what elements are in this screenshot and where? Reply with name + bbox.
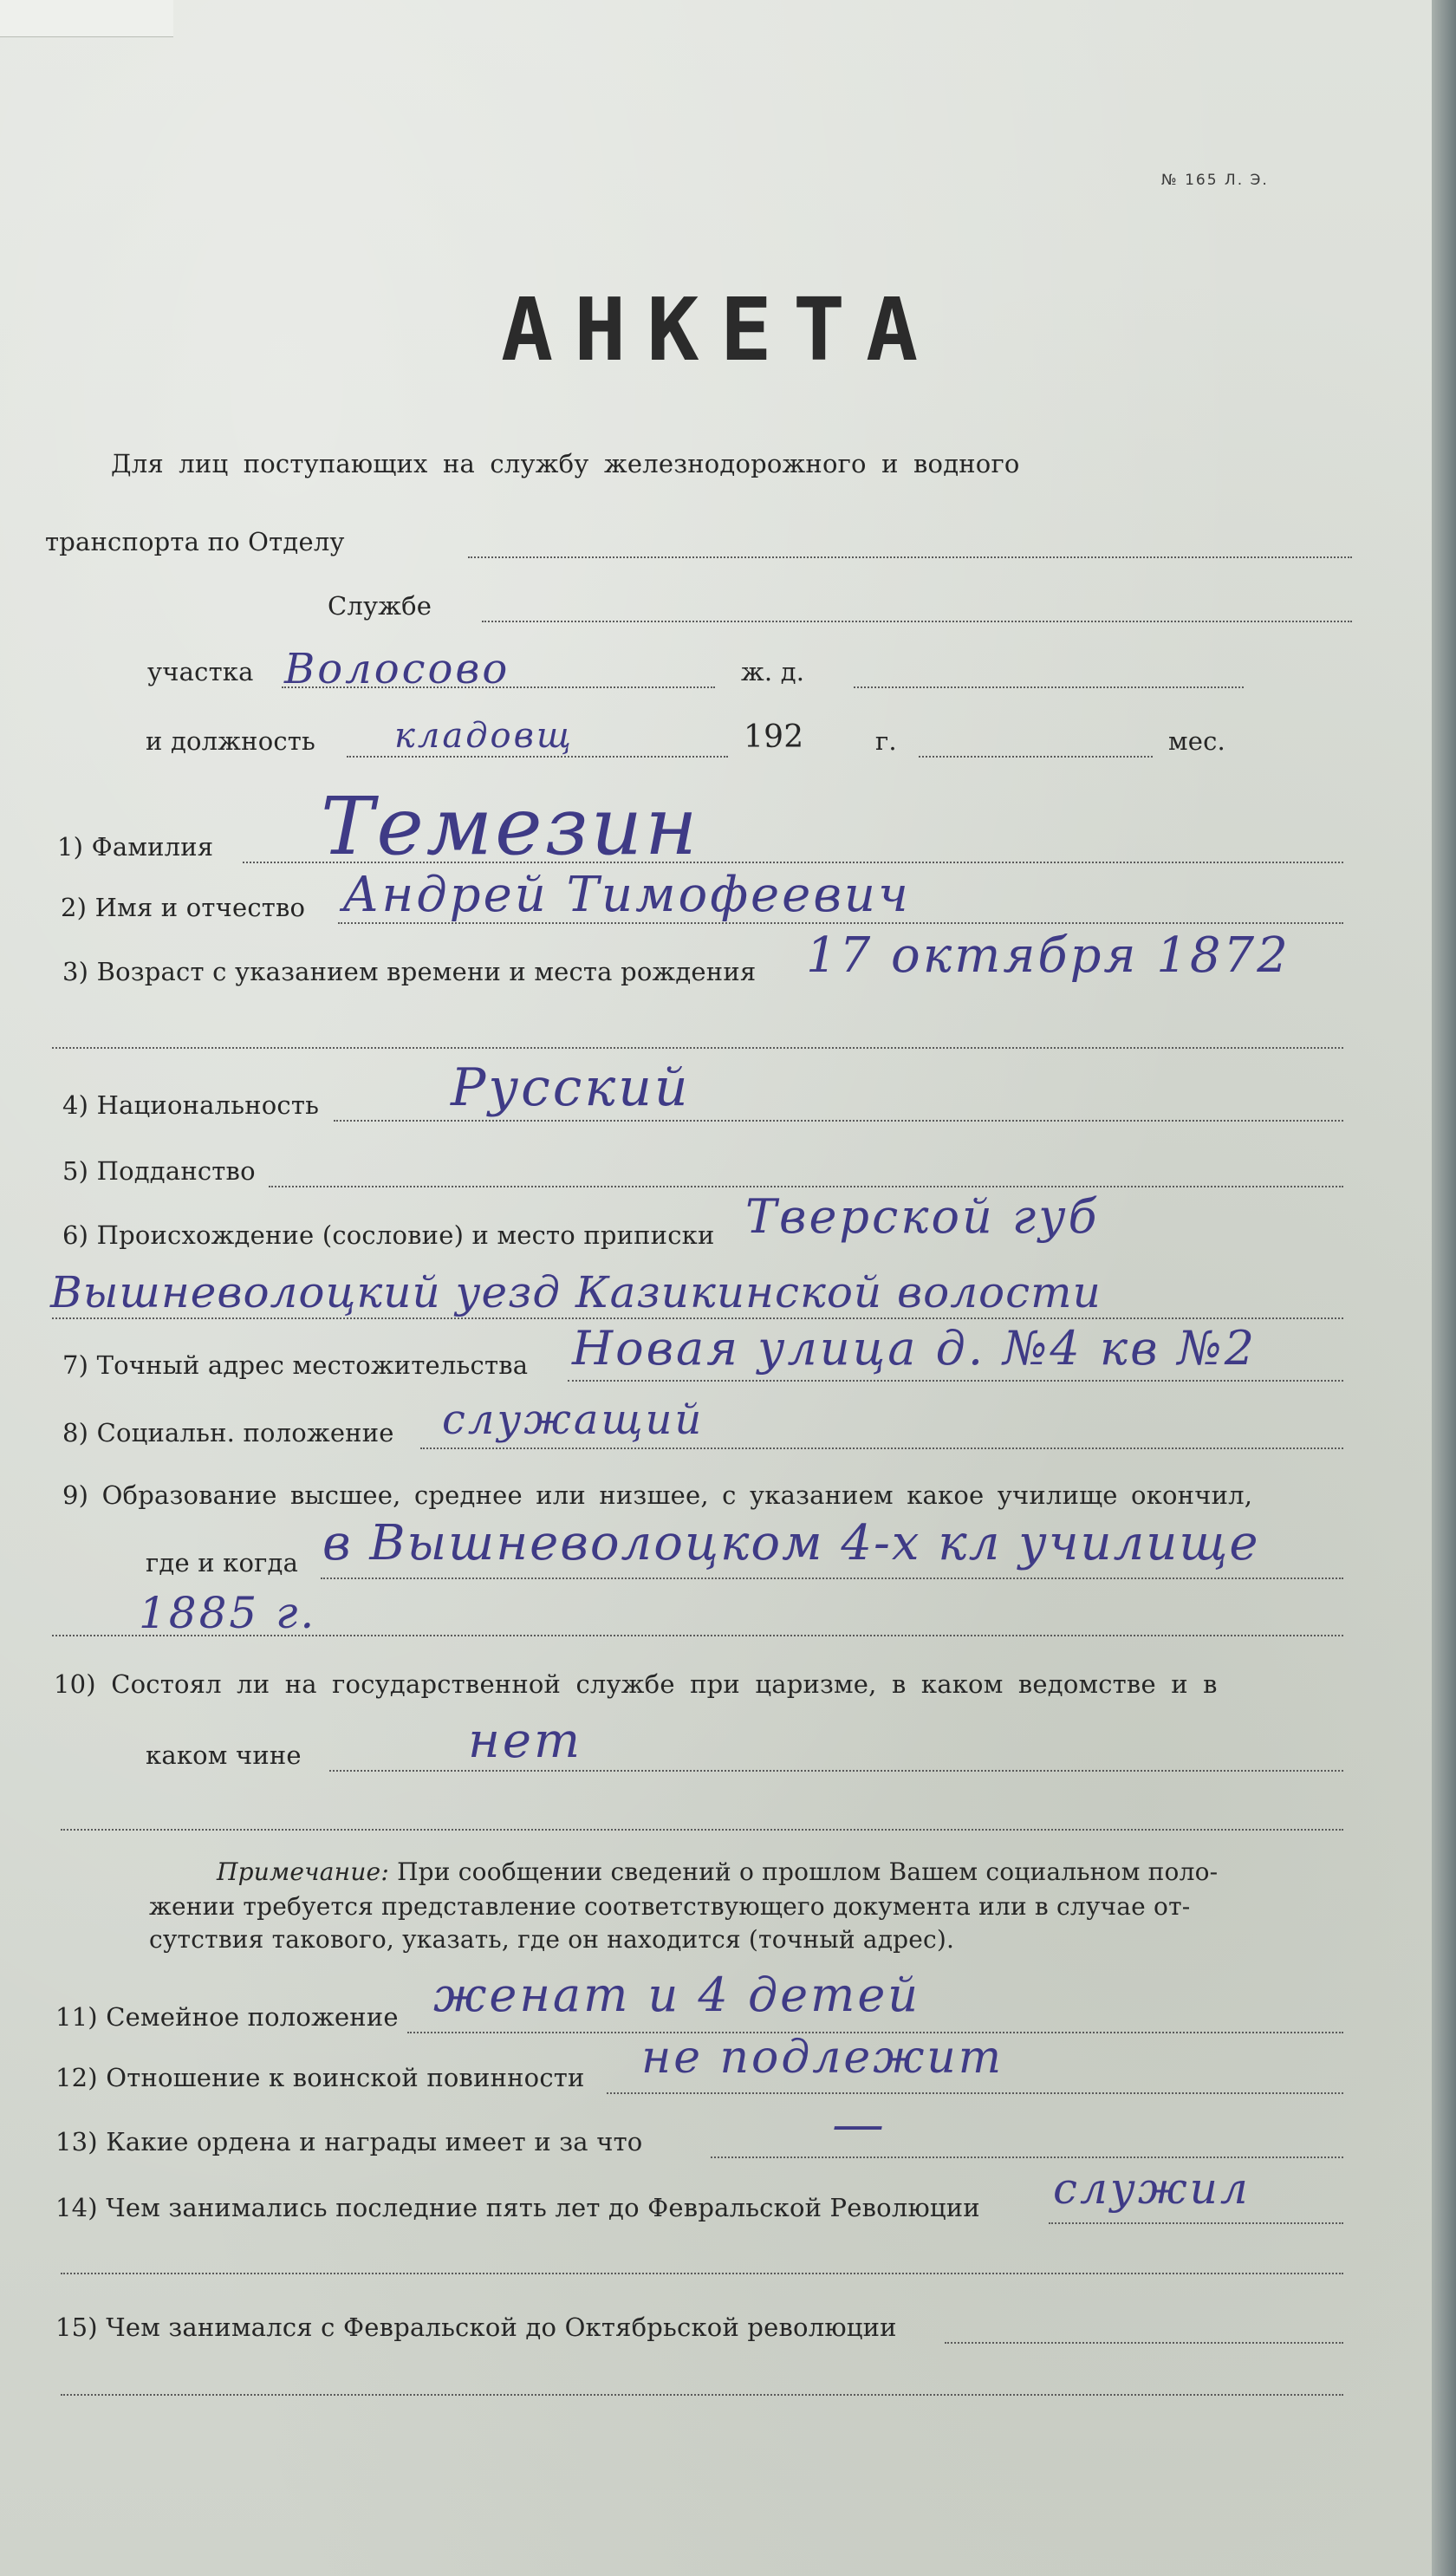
- intro-g-label: г.: [875, 726, 897, 756]
- q2-label: 2) Имя и отчество: [61, 893, 306, 922]
- hw-military: не подлежит: [641, 2032, 1004, 2084]
- month-fill-line[interactable]: [919, 756, 1153, 758]
- note-line-3: сутствия такового, указать, где он находится (точный адрес).: [149, 1925, 955, 1954]
- intro-section-label: участка: [147, 657, 254, 686]
- hw-surname: Темезин: [321, 780, 700, 873]
- hw-awards: —: [832, 2094, 887, 2155]
- q10-label-rank: каком чине: [146, 1740, 302, 1770]
- hw-education-1: в Вышневолоцком 4-х кл училище: [322, 1515, 1260, 1571]
- hw-section: Волосово: [284, 645, 510, 693]
- service-fill-line[interactable]: [482, 621, 1352, 622]
- note-text-1: При сообщении сведений о прошлом Вашем социальном поло-: [397, 1857, 1219, 1886]
- q10-fill-line-1[interactable]: [329, 1770, 1343, 1772]
- sheet-edge: [1432, 0, 1456, 2576]
- note-label: Примечание:: [217, 1857, 389, 1886]
- q6-label: 6) Происхождение (сословие) и место приписки: [62, 1220, 715, 1250]
- hw-birth: 17 октября 1872: [806, 927, 1290, 984]
- q8-label: 8) Социальн. положение: [62, 1418, 394, 1447]
- q9-fill-line-1[interactable]: [321, 1577, 1343, 1579]
- q10-label: 10) Состоял ли на государственной службе при царизме, в каком ведомстве и в: [54, 1669, 1218, 1699]
- q14-label: 14) Чем занимались последние пять лет до Февральской Революции: [55, 2193, 980, 2222]
- paper-corner-tab: [0, 0, 173, 37]
- form-title: АНКЕТА: [501, 279, 939, 381]
- hw-social: служащий: [442, 1395, 705, 1444]
- hw-family: женат и 4 детей: [433, 1968, 921, 2022]
- q14-fill-line-1[interactable]: [1049, 2222, 1343, 2224]
- hw-before-revolution: служил: [1053, 2163, 1251, 2214]
- hw-origin-1: Тверской губ: [745, 1189, 1100, 1244]
- q6-fill-line[interactable]: [52, 1317, 1343, 1319]
- q3-label: 3) Возраст с указанием времени и места рождения: [62, 957, 757, 986]
- q1-label: 1) Фамилия: [57, 832, 214, 862]
- intro-position-label: и должность: [146, 726, 316, 756]
- intro-year-label: 192: [744, 719, 804, 755]
- q11-label: 11) Семейное положение: [55, 2002, 399, 2032]
- hw-name: Андрей Тимофеевич: [342, 867, 911, 923]
- intro-line-1: Для лиц поступающих на службу железнодорожного и водного: [111, 449, 1020, 478]
- q12-fill-line[interactable]: [607, 2092, 1343, 2094]
- q9-label: 9) Образование высшее, среднее или низшее, с указанием какое училище окончил,: [62, 1480, 1253, 1510]
- position-fill-line[interactable]: [347, 756, 728, 758]
- q4-label: 4) Национальность: [62, 1090, 320, 1120]
- q5-label: 5) Подданство: [62, 1156, 256, 1186]
- intro-service-label: Службе: [328, 591, 432, 621]
- q9-fill-line-2[interactable]: [52, 1635, 1343, 1636]
- hw-position: кладовщ: [394, 716, 574, 756]
- hw-nationality: Русский: [451, 1057, 691, 1118]
- q15-fill-line-1[interactable]: [945, 2342, 1343, 2344]
- intro-rail-label: ж. д.: [741, 657, 805, 686]
- q13-label: 13) Какие ордена и награды имеет и за что: [55, 2127, 643, 2156]
- hw-origin-2: Вышневолоцкий уезд Казикинской волости: [50, 1267, 1102, 1317]
- q8-fill-line[interactable]: [420, 1447, 1343, 1449]
- q14-fill-line-2[interactable]: [61, 2273, 1343, 2274]
- note-line-2: жении требуется представление соответствующего документа или в случае от-: [149, 1892, 1191, 1921]
- q15-fill-line-2[interactable]: [61, 2394, 1343, 2396]
- q7-label: 7) Точный адрес местожительства: [62, 1350, 529, 1380]
- railway-fill-line[interactable]: [854, 686, 1244, 688]
- q13-fill-line[interactable]: [711, 2156, 1343, 2158]
- q10-fill-line-2[interactable]: [61, 1829, 1343, 1831]
- form-number: № 165 Л. Э.: [1161, 172, 1269, 189]
- intro-transport-label: транспорта по Отделу: [45, 527, 345, 556]
- q9-label-where: где и когда: [146, 1548, 299, 1577]
- department-fill-line[interactable]: [468, 556, 1352, 558]
- intro-month-label: мес.: [1168, 726, 1225, 756]
- q3-fill-line[interactable]: [52, 1047, 1343, 1049]
- q7-fill-line[interactable]: [568, 1380, 1343, 1382]
- hw-education-2: 1885 г.: [139, 1588, 317, 1638]
- q12-label: 12) Отношение к воинской повинности: [55, 2063, 585, 2092]
- q4-fill-line[interactable]: [334, 1120, 1343, 1122]
- q5-fill-line[interactable]: [269, 1186, 1343, 1187]
- note-line-1: [217, 1855, 1218, 1890]
- hw-address: Новая улица д. №4 кв №2: [572, 1321, 1258, 1376]
- q15-label: 15) Чем занимался с Февральской до Октябрьской революции: [55, 2313, 897, 2342]
- hw-rank: нет: [468, 1713, 583, 1769]
